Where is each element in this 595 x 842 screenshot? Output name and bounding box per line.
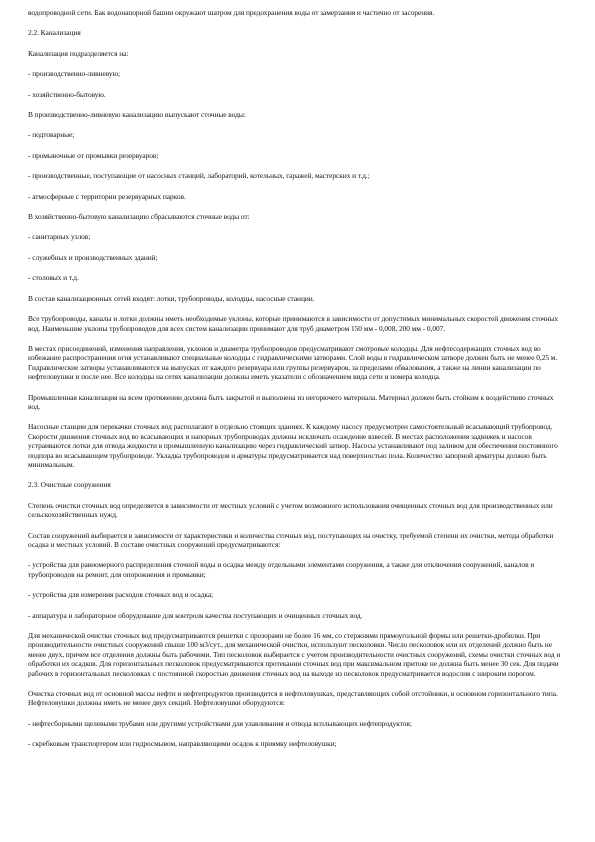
list-item: - производственно-ливневую; [28,69,121,79]
list-item: - скребковым транспортером или гидросмывом, направляющими осадок к приямку нефтеловушки; [28,739,337,749]
paragraph: В состав канализационных сетей входят: лотки, трубопроводы, колодцы, насосные станции. [28,293,315,303]
list-item: - промывочные от промывки резервуаров; [28,150,159,160]
paragraph: Промышленная канализация на всем протяжении должна быть закрытой и выполнена из негорючего материала. Материал должен быть стойким к воздействию сточных вод. [28,392,554,411]
paragraph: Канализация подразделяется на: [28,48,129,58]
paragraph: Для механической очистки сточных вод предусматриваются решетки с прозорами не более 16 мм, со стержнями прямоугольной формы или решетки-дробилки. При производительности очистных сооружений свыше 100 м3/сут., для механической очистки, используют песколовки. Число песколовок или их отделений должно быть не менее двух, причем все отделения должны быть рабочими. Тип песколовок выбирается с учетом производительности очистных сооружений, схемы очистки сточных вод и обработки их осадков. Для горизонтальных песколовок предусматриваются протекании сточных вод при максимальном притоке не должна быть менее 30 сек. Для подачи рабочих в горизонтальных песколовках с постоянной скоростью движения сточных вод на выходе из песколовок предусматривается водослив с широким порогом. [28,631,561,678]
list-item: - устройства для равномерного распределения сточной воды и осадка между отдельными элементами сооружения, а также для отключения сооружений, каналов и трубопроводов на ремонт, для опорожнения и промывки; [28,560,535,579]
section-heading-sewerage: 2.2. Канализация [28,28,81,38]
list-item: - хозяйственно-бытовую. [28,89,106,99]
paragraph: Состав сооружений выбирается в зависимости от характеристики и количества сточных вод, поступающих на очистку, требуемой степени их очистки, метода обработки осадка и местных условий. В составе очистных сооружений предусматриваются: [28,530,554,549]
paragraph: В производственно-ливневую канализацию выпускают сточные воды: [28,110,246,120]
list-item: - аппаратура и лабораторное оборудование для контроля качества поступающих и очищенных сточных вод. [28,610,363,620]
list-item: - столовых и т.д. [28,273,79,283]
paragraph: В хозяйственно-бытовую канализацию сбрасываются сточные воды от: [28,212,250,222]
document-page [28,8,565,758]
paragraph: Очистка сточных вод от основной массы нефти и нефтепродуктов производится в нефтеловушках, представляющих собой отстойники, в основном горизонтального типа. Нефтеловушки должны иметь не менее двух секций. Нефтеловушки оборудуются: [28,689,558,708]
paragraph-continuation: водопроводной сети. Бак водонапорной башни окружают шатром для предохранения воды от замерзания и частично от засорения. [28,8,435,17]
list-item: - служебных и производственных зданий; [28,252,158,262]
list-item: - устройства для измерения расходов сточных вод и осадка; [28,590,214,600]
list-item: - производственные, поступающие от насосных станций, лабораторий, котельных, гаражей, мастерских и т.д.; [28,171,370,181]
list-item: - атмосферные с территории резервуарных парков. [28,191,186,201]
paragraph: Все трубопроводы, каналы и лотки должны иметь необходимые уклоны, которые принимаются в зависимости от допустимых минимальных скоростей движения сточных вод. Наименьшие уклоны трубопроводов для всех систем канализации принимают для труб диаметром 150 мм - 0,008, 200 мм - 0,007. [28,314,559,333]
list-item: - нефтесборными щелевыми трубами или другими устройствами для улавливания и отвода всплывающих нефтепродуктов; [28,718,412,728]
section-heading-treatment: 2.3. Очистные сооружения [28,480,111,490]
paragraph: Степень очистки сточных вод определяется в зависимости от местных условий с учетом возможного использования очищенных сточных вод для производственных или сельскохозяйственных нужд. [28,500,553,520]
paragraph: В местах присоединений, изменения направления, уклонов и диаметра трубопроводов предусматривают смотровые колодцы. Для нефтесодержащих сточных вод во избежание распространения огня устанавливают специальные колодцы с гидравлическими затворами. Слой воды в гидравлическом затворе должен быть не менее 0,25 м. Гидравлические затворы устанавливаются на выпусках от каждого резервуара или группы резервуаров, за пределами обвалования, а также на линии канализации по нефтеловушки и после нее. Все колодцы на сетях канализации должны иметь указатели с обозначением вида сети и номера колодца. [28,343,558,382]
list-item: - санитарных узлов; [28,232,91,242]
paragraph: Насосные станции для перекачки сточных вод располагают в отдельно стоящих зданиях. К каждому насосу предусмотрен самостоятельный всасывающий трубопровод. Скорости движения сточных вод во всасывающих и напорных трубопроводах должны исключать осаждение взвесей. В местах расположения задвижек и насосов устраиваются лотки для отвода жидкости в промышленную канализацию через гидравлический затвор. Насосы устанавливают под заливом для обеспечения постоянного подпора во всасывающем трубопроводе. Укладка трубопроводов и арматуры предусматривается над поверхностью пола. Количество запорной арматуры должно быть минимальным. [28,422,558,469]
list-item: - подтоварные; [28,130,75,140]
